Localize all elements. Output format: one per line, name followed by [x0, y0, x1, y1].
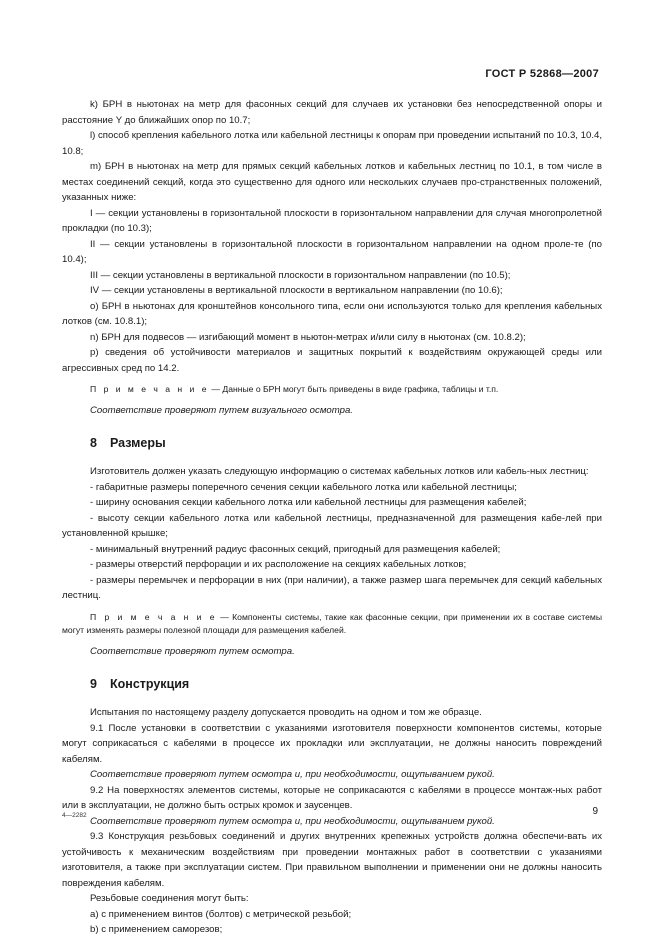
page-number: 9 — [592, 806, 598, 817]
list-item-case-3: III — секции установлены в вертикальной плоскости в горизонтальном направлении (по 10.5); — [90, 269, 511, 281]
section-8-item: - размеры перемычек и перфорации в них (при наличии), а также размер шага перемычек для секций кабельных лестниц. — [62, 574, 602, 601]
note-brn — [62, 383, 602, 397]
section-8-item: - минимальный внутренний радиус фасонных секций, пригодный для размещения кабелей; — [90, 543, 501, 555]
section-9-paragraph: 9.2 На поверхностях элементов системы, которые не соприкасаются с кабелями в процессе монтаж-ных работ или в эксплуатации, не должно быть острых кромок и заусенцев. — [62, 784, 602, 811]
note-text: — Данные о БРН могут быть приведены в виде графика, таблицы и т.п. — [209, 384, 499, 394]
section-8-note — [62, 611, 602, 638]
section-9-check: Соответствие проверяют путем осмотра и, при необходимости, ощупыванием рукой. — [90, 815, 495, 827]
section-9-paragraph: Резьбовые соединения могут быть: — [90, 893, 249, 904]
section-9-paragraph: Испытания по настоящему разделу допускается проводить на одном и том же образце. — [90, 707, 482, 718]
section-8-item: - размеры отверстий перфорации и их расположение на секциях кабельных лотков; — [90, 559, 467, 570]
note-label: П р и м е ч а н и е — [90, 384, 210, 394]
list-item-case-4: IV — секции установлены в вертикальной плоскости в вертикальном направлении (по 10.6); — [90, 285, 503, 296]
check-visual: Соответствие проверяют путем визуального осмотра. — [90, 404, 353, 416]
list-item-l: l) способ крепления кабельного лотка или кабельной лестницы к опорам при проведении испытаний по 10.3, 10.4, 10.8; — [62, 130, 602, 157]
section-8-heading — [62, 436, 602, 451]
document-header: ГОСТ Р 52868—2007 — [485, 68, 599, 80]
list-item-n: n) БРН для подвесов — изгибающий момент в ньютон-метрах и/или силу в ньютонах (см. 10.8.2); — [90, 331, 526, 343]
list-item-case-2: II — секции установлены в горизонтальной плоскости в горизонтальном направлении на одном проле-те (по 10.4); — [62, 238, 602, 265]
list-item-case-1: I — секции установлены в горизонтальной плоскости в горизонтальном направлении для случая многопролетной прокладки (по 10.3); — [62, 207, 602, 234]
section-9-check: Соответствие проверяют путем осмотра и, при необходимости, ощупыванием рукой. — [90, 769, 495, 780]
section-8-item: - высоту секции кабельного лотка или кабельной лестницы, предназначенной для размещения кабе-лей при установленной крышке; — [62, 512, 602, 539]
note-label: П р и м е ч а н и е — [90, 611, 218, 622]
section-9-title: Конструкция — [110, 677, 190, 691]
note-text: — Компоненты системы, такие как фасонные секции, при применении их в составе системы могут изменять размеры полезной площади для размещения кабелей. — [62, 611, 603, 635]
page-body — [62, 97, 602, 938]
section-9-number: 9 — [90, 677, 97, 691]
section-9-paragraph: 9.3 Конструкция резьбовых соединений и других внутренних крепежных устройств должна обеспечи-вать их устойчивость к механическим воздействиям при проведении монтажных работ в соответствии с указаниями изготовителя, а также при эксплуатации систем. При правильном выполнении и применении они не должны наносить повреждения кабелям. — [62, 831, 602, 889]
requirements-list — [62, 97, 602, 376]
section-9-paragraph: 9.1 После установки в соответствии с указаниями изготовителя поверхности компонентов системы, которые могут соприкасаться с кабелями в процессе их прокладки или эксплуатации, не должны наносить повреждений кабелям. — [62, 722, 602, 765]
section-8-title: Размеры — [110, 436, 166, 450]
list-item-m: m) БРН в ньютонах на метр для прямых секций кабельных лотков и кабельных лестниц по 10.1, в том числе в местах соединений секций, когда это существенно для одного или нескольких случаев про-странственных положений, указанных ниже: — [62, 161, 602, 203]
section-8-item: - ширину основания секции кабельного лотка или кабельной лестницы для размещения кабелей; — [90, 497, 527, 508]
section-8-check: Соответствие проверяют путем осмотра. — [90, 645, 295, 657]
section-8-intro: Изготовитель должен указать следующую информацию о системах кабельных лотков или кабель-ных лестниц: — [90, 466, 589, 477]
section-9-heading — [62, 677, 602, 692]
section-8-item: - габаритные размеры поперечного сечения секции кабельного лотка или кабельной лестницы; — [90, 481, 517, 493]
list-item-k: k) БРН в ньютонах на метр для фасонных секций для случаев их установки без непосредственной опоры и расстояние Y до ближайших опор по 10.7; — [62, 99, 602, 126]
section-9-list-item: а) с применением винтов (болтов) с метрической резьбой; — [90, 908, 352, 920]
section-8-number: 8 — [90, 436, 97, 450]
section-9-list-item: b) с применением саморезов; — [90, 924, 223, 935]
list-item-p: р) сведения об устойчивости материалов и защитных покрытий к воздействиям окружающей среды или агрессивных сред по 14.2. — [62, 347, 602, 374]
print-code: 4—2282 — [62, 812, 87, 819]
list-item-o: о) БРН в ньютонах для кронштейнов консольного типа, если они используются только для крепления кабельных лотков (см. 10.8.1); — [62, 300, 602, 327]
